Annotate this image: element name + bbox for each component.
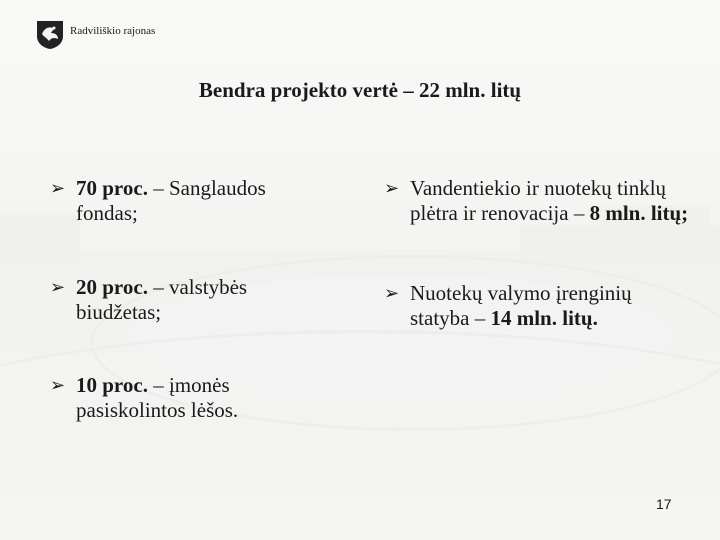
- funding-sources-list: [50, 176, 330, 423]
- funding-source: – valstybės biudžetas;: [76, 275, 248, 324]
- component-amount: 14 mln. litų.: [490, 306, 598, 330]
- slide-title: Bendra projekto vertė – 22 mln. litų: [198, 78, 522, 102]
- list-item: [384, 281, 694, 331]
- list-item: [384, 176, 694, 226]
- coat-of-arms-icon: [36, 20, 64, 50]
- funding-share: 70 proc.: [76, 176, 148, 200]
- organization-name: Radviliškio rajonas: [70, 25, 156, 37]
- funding-source: – Sanglaudos fondas;: [76, 176, 266, 225]
- component-amount: 8 mln. litų;: [589, 201, 689, 225]
- funding-source: – įmonės pasiskolintos lėšos.: [76, 373, 239, 422]
- project-components-list: [384, 176, 694, 331]
- arrow-bullet-icon: ➢: [50, 178, 66, 199]
- arrow-bullet-icon: ➢: [50, 277, 66, 298]
- page-number: 17: [656, 496, 672, 512]
- header: [36, 20, 155, 50]
- funding-share: 10 proc.: [76, 373, 148, 397]
- list-item: [50, 373, 330, 423]
- arrow-bullet-icon: ➢: [384, 283, 400, 304]
- component-description: Vandentiekio ir nuotekų tinklų plėtra ir renovacija –: [410, 176, 667, 225]
- list-item: [50, 275, 330, 325]
- list-item: [50, 176, 330, 226]
- arrow-bullet-icon: ➢: [384, 178, 400, 199]
- funding-share: 20 proc.: [76, 275, 148, 299]
- component-description: Nuotekų valymo įrenginių statyba –: [410, 281, 632, 330]
- arrow-bullet-icon: ➢: [50, 375, 66, 396]
